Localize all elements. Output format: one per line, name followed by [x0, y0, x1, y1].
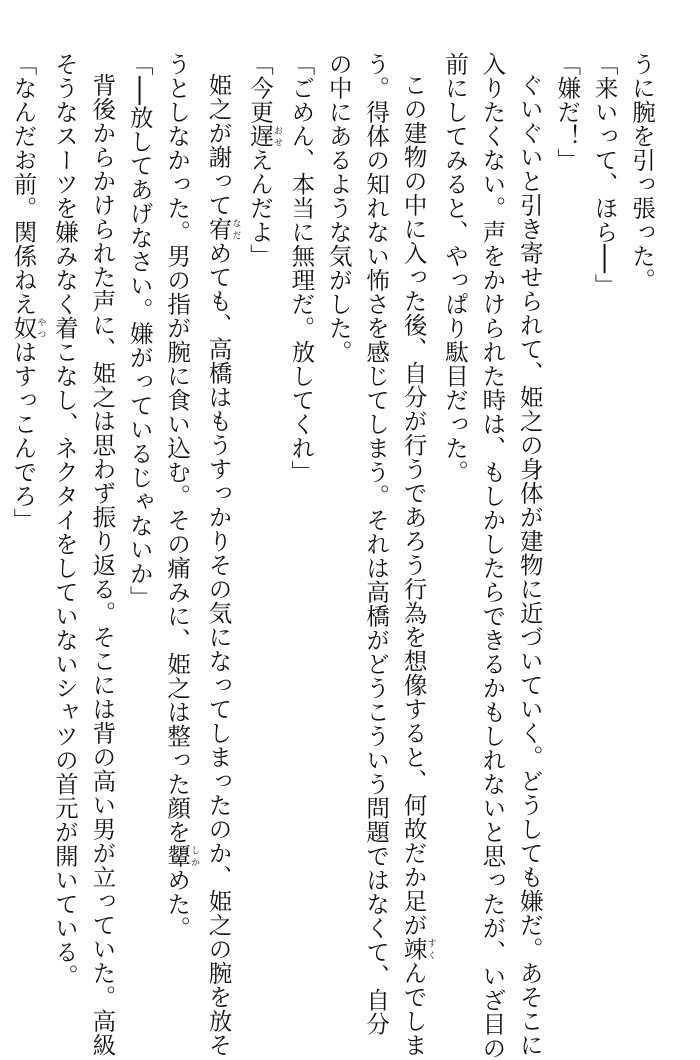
text-line: 「来いって、ほら──」	[590, 52, 619, 298]
text-line: の中にあるような気がした。	[324, 52, 353, 364]
text-line: 姫之が謝って宥なだめても、高橋はもうすっかりその気になってしまったのか、姫之の腕を放そ	[204, 73, 241, 1058]
ruby-annotation: 宥なだ	[204, 217, 241, 242]
text-line: 「ごめん、本当に無理だ。放してくれ」	[287, 52, 316, 484]
text-line: ぐいぐいと引き寄せられて、姫之の身体が建物に近づいていく。どうしても嫌だ。あそこに	[515, 73, 544, 1058]
text-line: 背後からかけられた声に、姫之は思わず振り返る。そこには背の高い男が立っていた。高級	[88, 73, 117, 1058]
text-line: 「──放してあげなさい。嫌がっているじゃないか」	[125, 52, 154, 610]
text-line: この建物の中に入った後、自分が行うであろう行為を想像すると、何故だか足が竦すくんでしま	[399, 73, 436, 1058]
ruby-annotation: 奴やつ	[9, 316, 46, 340]
vertical-text-block	[4, 52, 660, 1060]
ruby-annotation: 顰しか	[163, 844, 200, 868]
text-line: 「嫌だ！」	[553, 52, 582, 172]
text-line: 「なんだお前。関係ねえ奴やつはすっこんでろ」	[9, 52, 46, 532]
text-line: 前にしてみると、やっぱり駄目だった。	[440, 52, 469, 484]
text-line: うに腕を引っ張った。	[628, 52, 656, 292]
ruby-annotation: 遅おせ	[245, 124, 282, 148]
text-line: そうなスーツを嫌みなく着こなし、ネクタイをしていないシャツの首元が開いている。	[50, 52, 79, 988]
text-line: うとしなかった。男の指が腕に食い込む。その痛みに、姫之は整った顔を顰しかめた。	[163, 52, 200, 940]
text-line: う。得体の知れない怖さを感じてしまう。それは高橋がどうこういう問題ではなくて、自分	[362, 52, 391, 1036]
text-line: 「今更遅おせえんだよ」	[245, 52, 282, 268]
text-line: 入りたくない。声をかけられた時は、もしかしたらできるかもしれないと思ったが、いざ目の	[478, 52, 507, 1060]
ruby-annotation: 竦すく	[399, 937, 436, 962]
